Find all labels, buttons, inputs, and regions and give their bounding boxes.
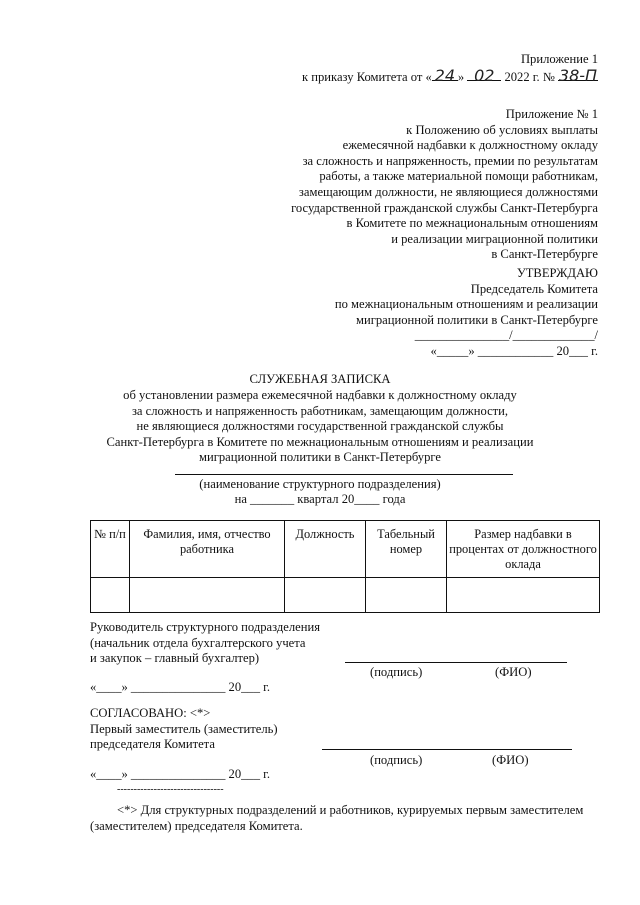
- appendix-line: работы, а также материальной помощи работникам,: [319, 169, 598, 184]
- approve-block: [335, 266, 598, 360]
- head-block: [90, 620, 320, 667]
- agreed-line: Первый заместитель (заместитель): [90, 721, 278, 736]
- memo-line: за сложность и напряженность работникам, замещающим должности,: [131, 403, 509, 418]
- appendix-line: в Комитете по межнациональным отношениям: [346, 216, 598, 231]
- approve-date-line: «_____» ____________ 20___ г.: [430, 343, 598, 358]
- order-number: 38-П: [558, 66, 598, 85]
- table-cell: [130, 578, 285, 613]
- footnote-line-1: <*> Для структурных подразделений и работников, курируемых первым заместителем: [117, 803, 584, 817]
- col-fullname: Фамилия, имя, отчество работника: [130, 521, 285, 578]
- col-position: Должность: [285, 521, 366, 578]
- agreed-date-line: «____» _______________ 20___ г.: [90, 767, 271, 781]
- head-sign-line: [345, 662, 567, 663]
- approve-line: по межнациональным отношениям и реализации: [334, 297, 598, 312]
- appendix-line: к Положению об условиях выплаты: [406, 122, 598, 137]
- table-cell: [366, 578, 447, 613]
- head-line: и закупок – главный бухгалтер): [90, 651, 260, 666]
- memo-line: миграционной политики в Санкт-Петербурге: [198, 450, 441, 465]
- order-year: 2022 г. №: [504, 70, 555, 84]
- memo-title: СЛУЖЕБНАЯ ЗАПИСКА: [249, 372, 391, 386]
- approve-line: Председатель Комитета: [470, 281, 598, 296]
- order-reference: [302, 68, 598, 86]
- agreed-fio-caption: (ФИО): [492, 753, 529, 767]
- unit-name-line: [175, 474, 513, 475]
- head-fio-caption: (ФИО): [495, 665, 532, 679]
- agreed-line: председателя Комитета: [90, 737, 215, 752]
- order-prefix: к приказу Комитета от «: [302, 70, 432, 84]
- col-allowance: Размер надбавки в процентах от должностного оклада: [447, 521, 600, 578]
- head-line: Руководитель структурного подразделения: [90, 620, 321, 634]
- head-line: (начальник отдела бухгалтерского учета: [90, 635, 306, 650]
- agreed-sign-caption: (подпись): [370, 753, 423, 767]
- unit-caption: (наименование структурного подразделения): [199, 477, 441, 491]
- footnote-line-2: (заместителем) председателя Комитета.: [90, 819, 303, 833]
- agreed-title: СОГЛАСОВАНО: <*>: [90, 706, 211, 720]
- appendix-line: и реализации миграционной политики: [391, 231, 598, 246]
- table-header-row: [91, 521, 600, 578]
- appendix-line: государственной гражданской службы Санкт-Петербурга: [291, 200, 598, 215]
- appendix-line: замещающим должности, не являющиеся должностями: [298, 184, 598, 199]
- quarter-line: на _______ квартал 20____ года: [234, 492, 406, 506]
- memo-line: не являющиеся должностями государственной гражданской службы: [136, 419, 504, 434]
- appendix-block: [291, 107, 598, 263]
- memo-line: об установлении размера ежемесячной надбавки к должностному окладу: [123, 388, 517, 402]
- approve-sign-line: _______________/_____________/: [414, 328, 598, 343]
- memo-line: Санкт-Петербурга в Комитете по межнациональным отношениям и реализации: [106, 434, 534, 449]
- appendix-line: Приложение № 1: [505, 107, 598, 121]
- appendix-line: в Санкт-Петербурге: [491, 247, 598, 262]
- col-number: № п/п: [91, 521, 130, 578]
- agreed-sign-line: [322, 749, 572, 750]
- head-sign-caption: (подпись): [370, 665, 423, 679]
- appendix-line: за сложность и напряженность, премии по результатам: [302, 153, 598, 168]
- table-cell: [447, 578, 600, 613]
- agreed-block: [90, 706, 278, 753]
- approve-line: миграционной политики в Санкт-Петербурге: [355, 312, 598, 327]
- allowance-table: [90, 520, 600, 613]
- table-row: [91, 578, 600, 613]
- table-cell: [285, 578, 366, 613]
- approve-title: УТВЕРЖДАЮ: [516, 266, 598, 280]
- order-mid: »: [457, 70, 465, 84]
- order-day: 24: [432, 68, 458, 81]
- appendix-line: ежемесячной надбавки к должностному окладу: [342, 138, 598, 153]
- col-tab-number: Табельный номер: [366, 521, 447, 578]
- appendix-label: Приложение 1: [520, 52, 598, 66]
- memo-subtitle: [0, 388, 640, 466]
- order-month: 02: [467, 68, 501, 81]
- footnote-separator: --------------------------------: [117, 784, 224, 795]
- table-cell: [91, 578, 130, 613]
- head-date-line: «____» _______________ 20___ г.: [90, 680, 271, 694]
